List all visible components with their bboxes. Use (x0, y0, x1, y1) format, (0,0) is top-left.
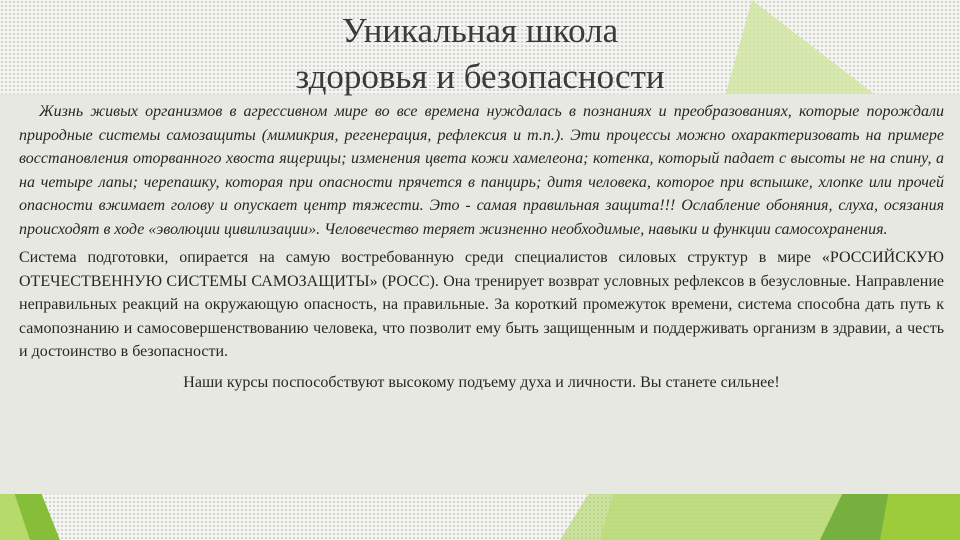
slide-title (150, 8, 810, 100)
paragraph-1: Жизнь живых организмов в агрессивном мире во все времена нуждалась в познаниях и преобразованиях, которые порождали природные системы самозащиты (мимикрия, регенерация, рефлексия и т.п.). Эти процессы можно охарактеризовать на примере восстановления оторванного хвоста ящерицы; изменения цвета кожи хамелеона; котенка, который падает с высоты не на спину, а на четыре лапы; черепашку, которая при опасности прячется в панцирь; дитя человека, которое при вспышке, хлопке или прочей опасности вжимает голову и опускает центр тяжести. Это - самая правильная защита!!! Ослабление обоняния, слуха, осязания происходят в ходе «эволюции цивилизации». Человечество теряет жизненно необходимые, навыки и функции самосохранения. (19, 103, 944, 238)
title-line-1: Уникальная школа (341, 11, 619, 50)
title-line-2: здоровья и безопасности (295, 57, 665, 96)
paragraph-3: Наши курсы поспособствуют высокому подъему духа и личности. Вы станете сильнее! (183, 373, 780, 391)
paragraph-2: Система подготовки, опирается на самую востребованную среди специалистов силовых структур в мире «РОССИЙСКУЮ ОТЕЧЕСТВЕННУЮ СИСТЕМЫ САМОЗАЩИТЫ» (РОСС). Она тренирует возврат условных рефлексов в безусловные. Направление неправильных реакций на окружающую опасность, на правильные. За короткий промежуток времени, система способна дать путь к самопознанию и самосовершенствованию человека, что позволит ему быть защищенным и поддерживать организм в здравии, а честь и достоинство в безопасности. (19, 249, 944, 360)
slide-body (19, 100, 944, 394)
